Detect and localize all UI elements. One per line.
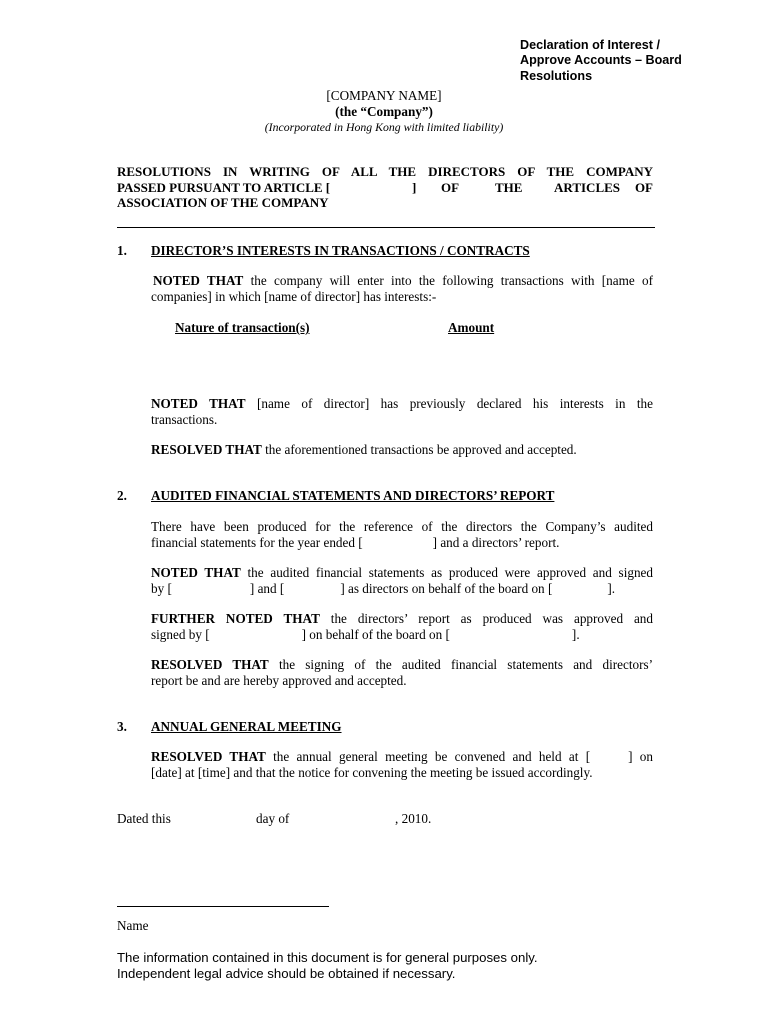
disclaimer: The information contained in this document is for general purposes only. Independent legal advice should be obtained if necessary. (117, 950, 538, 981)
resolution-title (117, 164, 653, 211)
doc-tag-line: Resolutions (520, 68, 593, 83)
paragraph: FURTHER NOTED THAT the directors’ report as produced was approved and signed by [ ] on behalf of the board on [ ]. (151, 611, 653, 642)
column-header-nature: Nature of transaction(s) (175, 320, 310, 335)
section-number: 3. (117, 719, 127, 734)
paragraph: NOTED THAT [name of director] has previously declared his interests in the transactions. (151, 396, 653, 427)
signature-line (117, 906, 329, 907)
dated-day-of: day of (256, 811, 290, 826)
paragraph: RESOLVED THAT the annual general meeting be convened and held at [ ] on [date] at [time] and that the notice for convening the meeting be issued accordingly. (151, 749, 653, 780)
title-line: ASSOCIATION OF THE COMPANY (117, 195, 329, 211)
doc-tag-line: Declaration of Interest / (520, 38, 660, 52)
paragraph: RESOLVED THAT the aforementioned transactions be approved and accepted. (151, 442, 577, 457)
section-heading: ANNUAL GENERAL MEETING (151, 719, 342, 734)
doc-tag-line: Approve Accounts – Board (520, 53, 682, 68)
section-number: 2. (117, 488, 127, 503)
section-number: 1. (117, 243, 127, 258)
company-alias: (the “Company”) (335, 104, 433, 119)
title-line: RESOLUTIONS IN WRITING OF ALL THE DIRECTORS OF THE COMPANY (117, 164, 653, 179)
company-name: [COMPANY NAME] (326, 88, 442, 103)
section-heading: DIRECTOR’S INTERESTS IN TRANSACTIONS / CONTRACTS (151, 243, 530, 258)
paragraph: NOTED THAT the company will enter into the following transactions with [name of companies] in which [name of director] has interests:- (151, 273, 653, 304)
document-type-label (520, 38, 720, 84)
column-header-amount: Amount (448, 320, 495, 335)
incorporation-note: (Incorporated in Hong Kong with limited liability) (264, 120, 504, 134)
divider (117, 227, 655, 228)
paragraph: RESOLVED THAT the signing of the audited financial statements and directors’ report be and are hereby approved and accepted. (151, 657, 653, 688)
section-heading: AUDITED FINANCIAL STATEMENTS AND DIRECTORS’ REPORT (151, 488, 555, 503)
dated-label: Dated this (117, 811, 171, 826)
dated-year: , 2010. (395, 811, 432, 826)
paragraph: NOTED THAT the audited financial statements as produced were approved and signed by [ ] and [ ] as directors on behalf of the board on [ ]. (151, 565, 653, 596)
paragraph: There have been produced for the reference of the directors the Company’s audited financial statements for the year ended [ ] and a directors’ report. (151, 519, 653, 550)
title-line: PASSED PURSUANT TO ARTICLE [ ] OF THE ARTICLES OF (117, 179, 653, 195)
signature-name-label: Name (117, 918, 149, 933)
